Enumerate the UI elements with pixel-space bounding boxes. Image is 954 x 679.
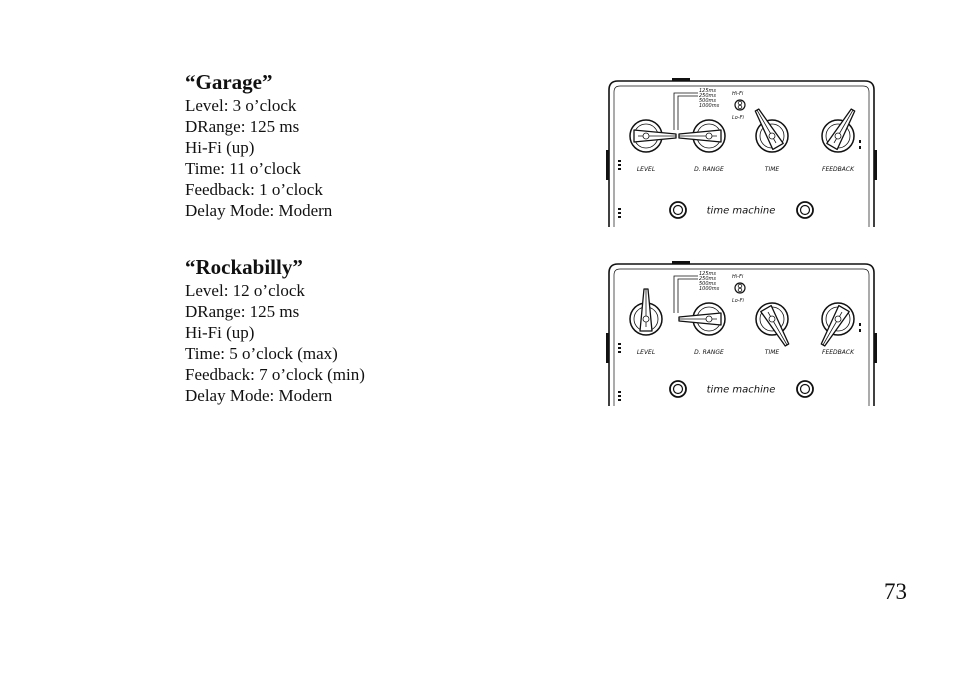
knob-hub (769, 133, 775, 139)
level-knob (630, 120, 676, 173)
knob-label: TIME (764, 166, 780, 173)
setting-feedback: Feedback: 1 o’clock (185, 180, 323, 199)
side-marking (618, 212, 621, 214)
side-marking (618, 208, 621, 210)
side-marking (859, 146, 861, 149)
setting-drange: DRange: 125 ms (185, 302, 300, 321)
footswitch-cap (674, 385, 683, 394)
pedal-svg (606, 261, 877, 406)
side-marking (618, 343, 621, 345)
pedal-diagram-garage (606, 78, 877, 227)
pedal-top-notch (672, 261, 690, 264)
side-marking (859, 140, 861, 143)
knob-label: D. RANGE (694, 349, 724, 356)
setting-time: Time: 11 o’clock (185, 159, 301, 178)
knob-hub (769, 316, 775, 322)
side-marking (618, 351, 621, 353)
setting-hifi: Hi-Fi (up) (185, 138, 255, 157)
hifi-lofi-switch (732, 274, 745, 304)
drange-knob (679, 303, 725, 356)
preset-garage (185, 69, 332, 221)
knob-label: LEVEL (636, 166, 656, 173)
side-marking (859, 323, 861, 326)
switch-label-hifi: Hi-Fi (732, 274, 744, 280)
side-marking (618, 216, 621, 218)
knob-hub (706, 133, 712, 139)
side-marking (618, 168, 621, 170)
side-jack-right (874, 333, 877, 363)
side-marking (618, 164, 621, 166)
knob-label: LEVEL (636, 349, 656, 356)
side-jack-right (874, 150, 877, 180)
setting-time: Time: 5 o’clock (max) (185, 344, 338, 363)
side-jack-left (606, 333, 609, 363)
setting-level: Level: 3 o’clock (185, 96, 297, 115)
feedback-knob (822, 109, 855, 173)
footswitch-left (670, 202, 686, 218)
brand-logo: time machine (706, 384, 776, 396)
preset-rockabilly (185, 254, 365, 406)
setting-level: Level: 12 o’clock (185, 281, 305, 300)
knob-hub (706, 316, 712, 322)
knob-hub (835, 133, 841, 139)
drange-knob (679, 120, 725, 173)
setting-feedback: Feedback: 7 o’clock (min) (185, 365, 365, 384)
level-knob (630, 289, 662, 356)
range-bracket (678, 96, 698, 130)
knob-label: TIME (764, 349, 780, 356)
side-marking (618, 347, 621, 349)
footswitch-right (797, 381, 813, 397)
range-label: 125ms (699, 271, 717, 277)
range-bracket (674, 276, 698, 313)
footswitch-cap (801, 206, 810, 215)
range-label: 250ms (699, 93, 717, 99)
page-number: 73 (884, 579, 907, 604)
knob-hub (643, 133, 649, 139)
knob-label: FEEDBACK (822, 349, 854, 356)
knob-hub (835, 316, 841, 322)
hifi-lofi-switch (732, 91, 745, 121)
range-label: 250ms (699, 276, 717, 282)
time-knob (756, 303, 789, 356)
range-label: 1000ms (699, 286, 720, 292)
range-label: 1000ms (699, 103, 720, 109)
side-marking (618, 391, 621, 393)
knob-label: D. RANGE (694, 166, 724, 173)
footswitch-right (797, 202, 813, 218)
switch-label-lofi: Lo-Fi (732, 115, 744, 121)
knob-label: FEEDBACK (822, 166, 854, 173)
side-marking (618, 395, 621, 397)
pedal-top-notch (672, 78, 690, 81)
side-jack-left (606, 150, 609, 180)
feedback-knob (821, 303, 855, 356)
preset-title: “Garage” (185, 70, 273, 94)
knob-hub (643, 316, 649, 322)
brand-logo: time machine (706, 205, 776, 217)
setting-hifi: Hi-Fi (up) (185, 323, 255, 342)
pedal-diagram-rockabilly (606, 261, 877, 406)
range-bracket (674, 93, 698, 130)
range-label: 500ms (699, 98, 717, 104)
range-label: 500ms (699, 281, 717, 287)
side-marking (618, 399, 621, 401)
range-label: 125ms (699, 88, 717, 94)
side-marking (618, 160, 621, 162)
footswitch-cap (801, 385, 810, 394)
setting-delay-mode: Delay Mode: Modern (185, 386, 333, 405)
switch-label-lofi: Lo-Fi (732, 298, 744, 304)
setting-drange: DRange: 125 ms (185, 117, 300, 136)
side-marking (859, 329, 861, 332)
footswitch-left (670, 381, 686, 397)
switch-label-hifi: Hi-Fi (732, 91, 744, 97)
time-knob (755, 109, 788, 173)
pedal-svg (606, 78, 877, 227)
preset-title: “Rockabilly” (185, 255, 303, 279)
range-bracket (678, 279, 698, 313)
footswitch-cap (674, 206, 683, 215)
setting-delay-mode: Delay Mode: Modern (185, 201, 333, 220)
